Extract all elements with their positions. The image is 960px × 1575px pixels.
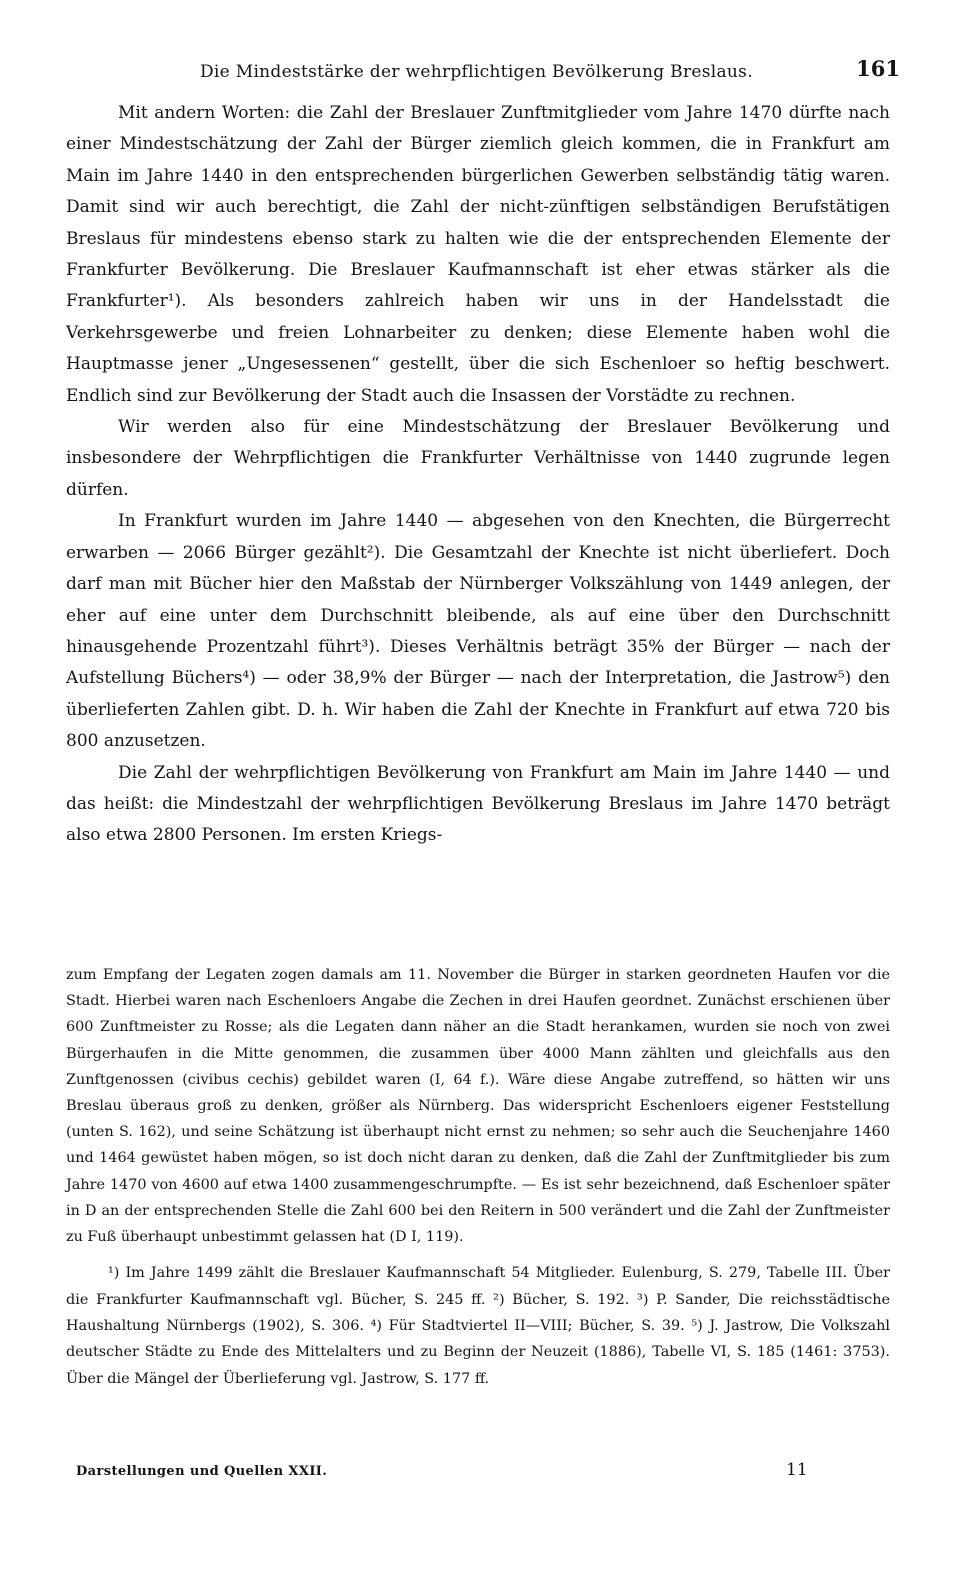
running-title: Die Mindeststärke der wehrpflichtigen Bevölkerung Breslaus. <box>200 62 753 82</box>
page-footer <box>66 1460 890 1490</box>
footnote-continuation: zum Empfang der Legaten zogen damals am 11. November die Bürger in starken geordneten Haufen vor die Stadt. Hierbei waren nach Eschenloers Angabe die Zechen in drei Haufen geordnet. Zunächst erschienen über 600 Zunftmeister zu Rosse; als die Legaten dann näher an die Stadt herankamen, wurden sie noch von zwei Bürgerhaufen in die Mitte genommen, die zusammen über 4000 Mann zählten und gleichfalls aus den Zunftgenossen (civibus cechis) gebildet waren (I, 64 f.). Wäre diese Angabe zutreffend, so hätten wir uns Breslau überaus groß zu denken, größer als Nürnberg. Das widerspricht Eschenloers eigener Feststellung (unten S. 162), und seine Schätzung ist überhaupt nicht ernst zu nehmen; so sehr auch die Seuchenjahre 1460 und 1464 gewüstet haben mögen, so ist doch nicht daran zu denken, daß die Zahl der Zunftmitglieder bis zum Jahre 1470 von 4600 auf etwa 1400 zusammengeschrumpfte. — Es ist sehr bezeichnend, daß Eschenloer später in D an der entsprechenden Stelle die Zahl 600 bei den Reitern in 500 verändert und die Zahl der Zunftmeister zu Fuß überhaupt unbestimmt gelassen hat (D I, 119). <box>66 967 890 1246</box>
paragraph: In Frankfurt wurden im Jahre 1440 — abgesehen von den Knechten, die Bürgerrecht erwarben — 2066 Bürger gezählt²). Die Gesamtzahl der Knechte ist nicht überliefert. Doch darf man mit Bücher hier den Maßstab der Nürnberger Volkszählung von 1449 anlegen, der eher auf eine unter dem Durchschnitt bleibende, als auf eine über den Durchschnitt hinausgehende Prozentzahl führt³). Dieses Verhältnis beträgt 35% der Bürger — nach der Aufstellung Büchers⁴) — oder 38,9% der Bürger — nach der Interpretation, die Jastrow⁵) den überlieferten Zahlen gibt. D. h. Wir haben die Zahl der Knechte in Frankfurt auf etwa 720 bis 800 anzusetzen. <box>66 511 890 752</box>
page-header <box>200 56 900 92</box>
paragraph: Wir werden also für eine Mindestschätzung der Breslauer Bevölkerung und insbesondere der Wehrpflichtigen die Frankfurter Verhältnisse von 1440 zugrunde legen dürfen. <box>66 417 890 500</box>
paragraph: Die Zahl der wehrpflichtigen Bevölkerung von Frankfurt am Main im Jahre 1440 — und das heißt: die Mindestzahl der wehrpflichtigen Bevölkerung Breslaus im Jahre 1470 beträgt also etwa 2800 Personen. Im ersten Kriegs- <box>66 762 890 846</box>
footnotes-section <box>66 962 890 1392</box>
main-text <box>66 98 890 852</box>
paragraph: Mit andern Worten: die Zahl der Breslauer Zunftmitglieder vom Jahre 1470 dürfte nach einer Mindestschätzung der Zahl der Bürger ziemlich gleich kommen, die in Frankfurt am Main im Jahre 1440 in den entsprechenden bürgerlichen Gewerben selbständig tätig waren. Damit sind wir auch berechtigt, die Zahl der nicht-zünftigen selbständigen Berufstätigen Breslaus für mindestens ebenso stark zu halten wie die der entsprechenden Elemente der Frankfurter Bevölkerung. Die Breslauer Kaufmannschaft ist eher etwas stärker als die Frankfurter¹). Als besonders zahlreich haben wir uns in der Handelsstadt die Verkehrsgewerbe und freien Lohnarbeiter zu denken; diese Elemente haben wohl die Hauptmasse jener „Ungesessenen“ gestellt, über die sich Eschenloer so heftig beschwert. Endlich sind zur Bevölkerung der Stadt auch die Insassen der Vorstädte zu rechnen. <box>66 103 890 406</box>
footnotes: ¹) Im Jahre 1499 zählt die Breslauer Kaufmannschaft 54 Mitglieder. Eulenburg, S. 279, Tabelle III. Über die Frankfurter Kaufmannschaft vgl. Bücher, S. 245 ff. ²) Bücher, S. 192. ³) P. Sander, Die reichsstädtische Haushaltung Nürnbergs (1902), S. 306. ⁴) Für Stadtviertel II—VIII; Bücher, S. 39. ⁵) J. Jastrow, Die Volkszahl deutscher Städte zu Ende des Mittelalters und zu Beginn der Neuzeit (1886), Tabelle VI, S. 185 (1461: 3753). Über die Mängel der Überlieferung vgl. Jastrow, S. 177 ff. <box>66 1265 890 1387</box>
page-number: 161 <box>856 56 900 81</box>
sheet-number: 11 <box>786 1460 808 1480</box>
signature-mark: Darstellungen und Quellen XXII. <box>76 1464 328 1479</box>
